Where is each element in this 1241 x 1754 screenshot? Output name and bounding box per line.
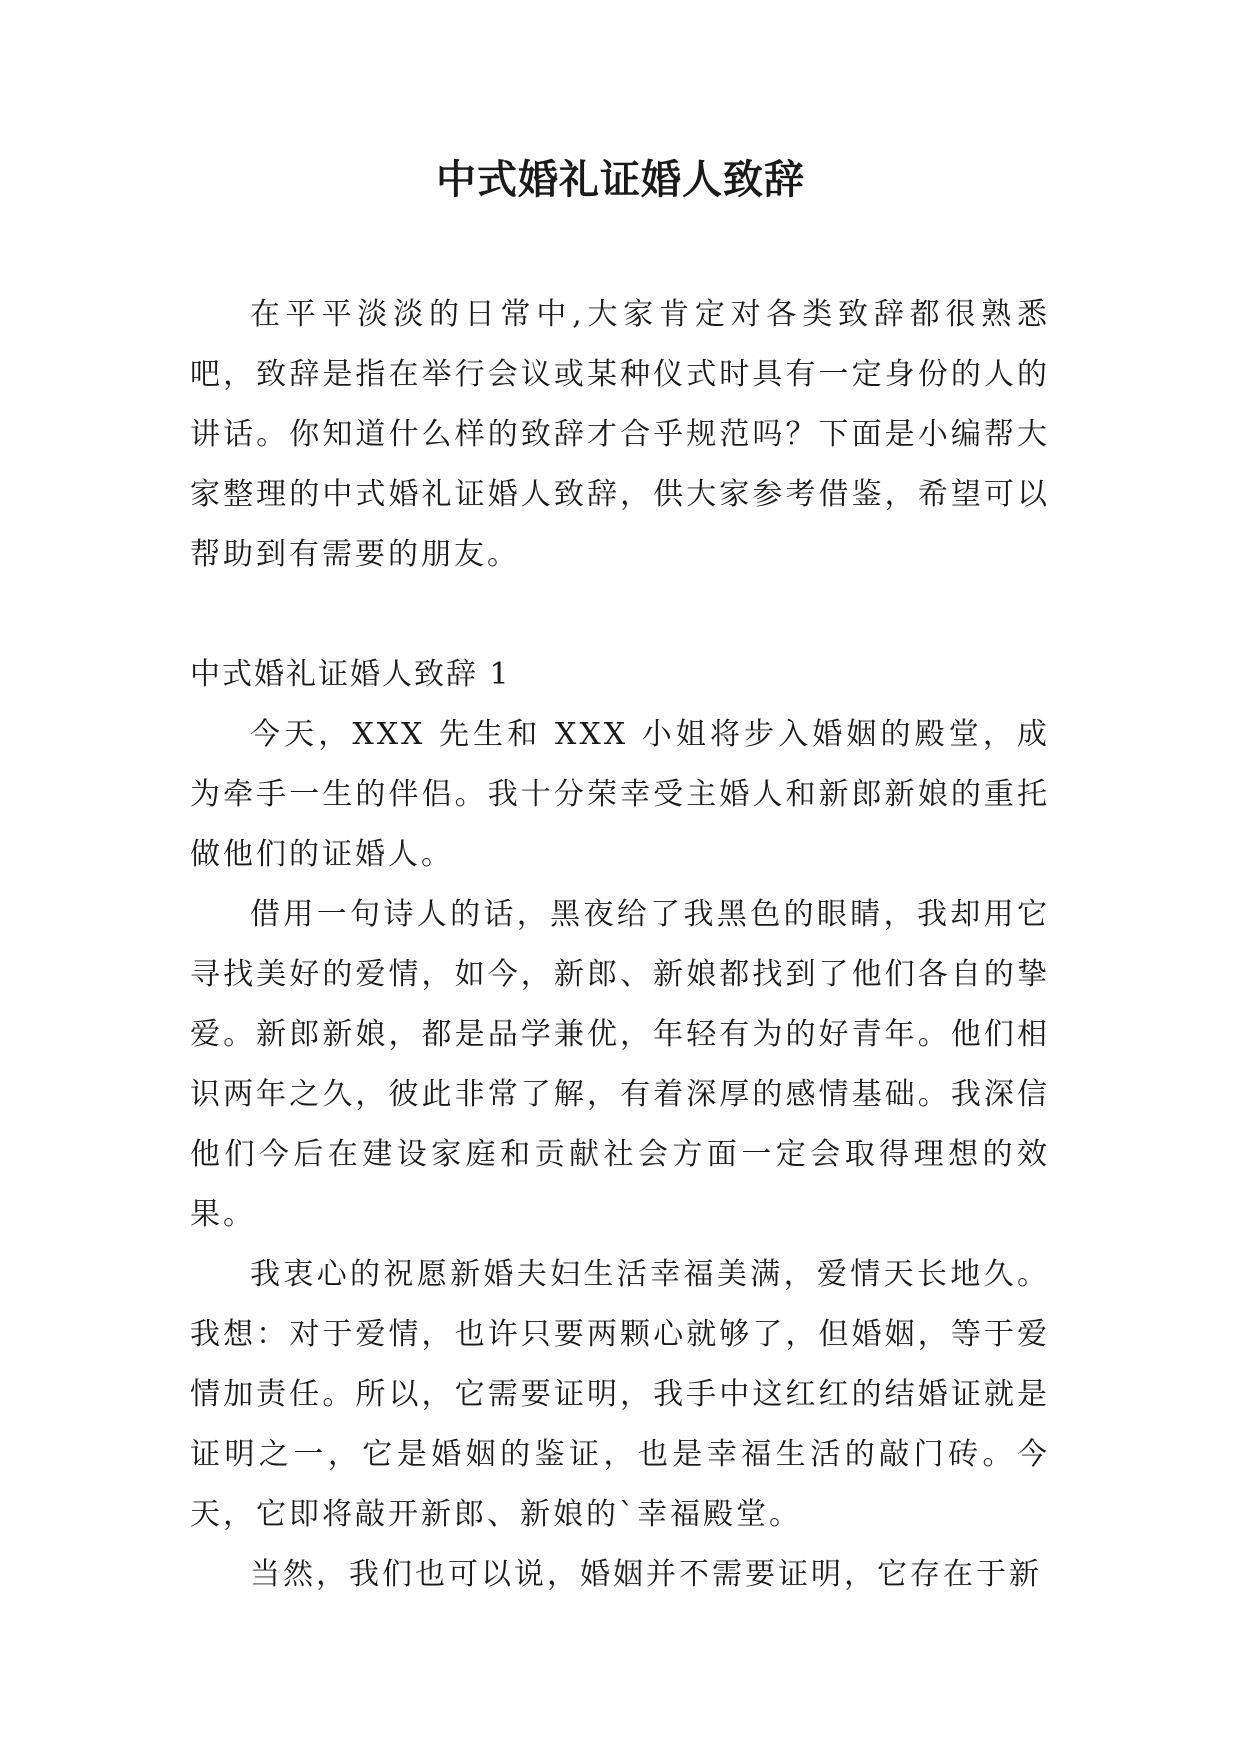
document-body bbox=[190, 285, 1050, 1605]
body-paragraph: 借用一句诗人的话，黑夜给了我黑色的眼睛，我却用它寻找美好的爱情，如今，新郎、新娘都找到了他们各自的挚爱。新郎新娘，都是品学兼优，年轻有为的好青年。他们相识两年之久，彼此非常了解，有着深厚的感情基础。我深信他们今后在建设家庭和贡献社会方面一定会取得理想的效果。 bbox=[190, 897, 1050, 1232]
body-paragraph: 今天，XXX 先生和 XXX 小姐将步入婚姻的殿堂，成为牵手一生的伴侣。我十分荣幸受主婚人和新郎新娘的重托做他们的证婚人。 bbox=[190, 717, 1050, 872]
section-heading: 中式婚礼证婚人致辞 1 bbox=[190, 657, 511, 692]
body-paragraph: 我衷心的祝愿新婚夫妇生活幸福美满，爱情天长地久。我想：对于爱情，也许只要两颗心就够了，但婚姻，等于爱情加责任。所以，它需要证明，我手中这红红的结婚证就是证明之一，它是婚姻的鉴证，也是幸福生活的敲门砖。今天，它即将敲开新郎、新娘的`幸福殿堂。 bbox=[190, 1257, 1050, 1532]
document-title: 中式婚礼证婚人致辞 bbox=[436, 157, 805, 203]
intro-paragraph: 在平平淡淡的日常中,大家肯定对各类致辞都很熟悉吧，致辞是指在举行会议或某种仪式时具有一定身份的人的讲话。你知道什么样的致辞才合乎规范吗？下面是小编帮大家整理的中式婚礼证婚人致辞，供大家参考借鉴，希望可以帮助到有需要的朋友。 bbox=[190, 297, 1050, 572]
body-paragraph: 当然，我们也可以说，婚姻并不需要证明，它存在于新 bbox=[250, 1557, 1042, 1592]
